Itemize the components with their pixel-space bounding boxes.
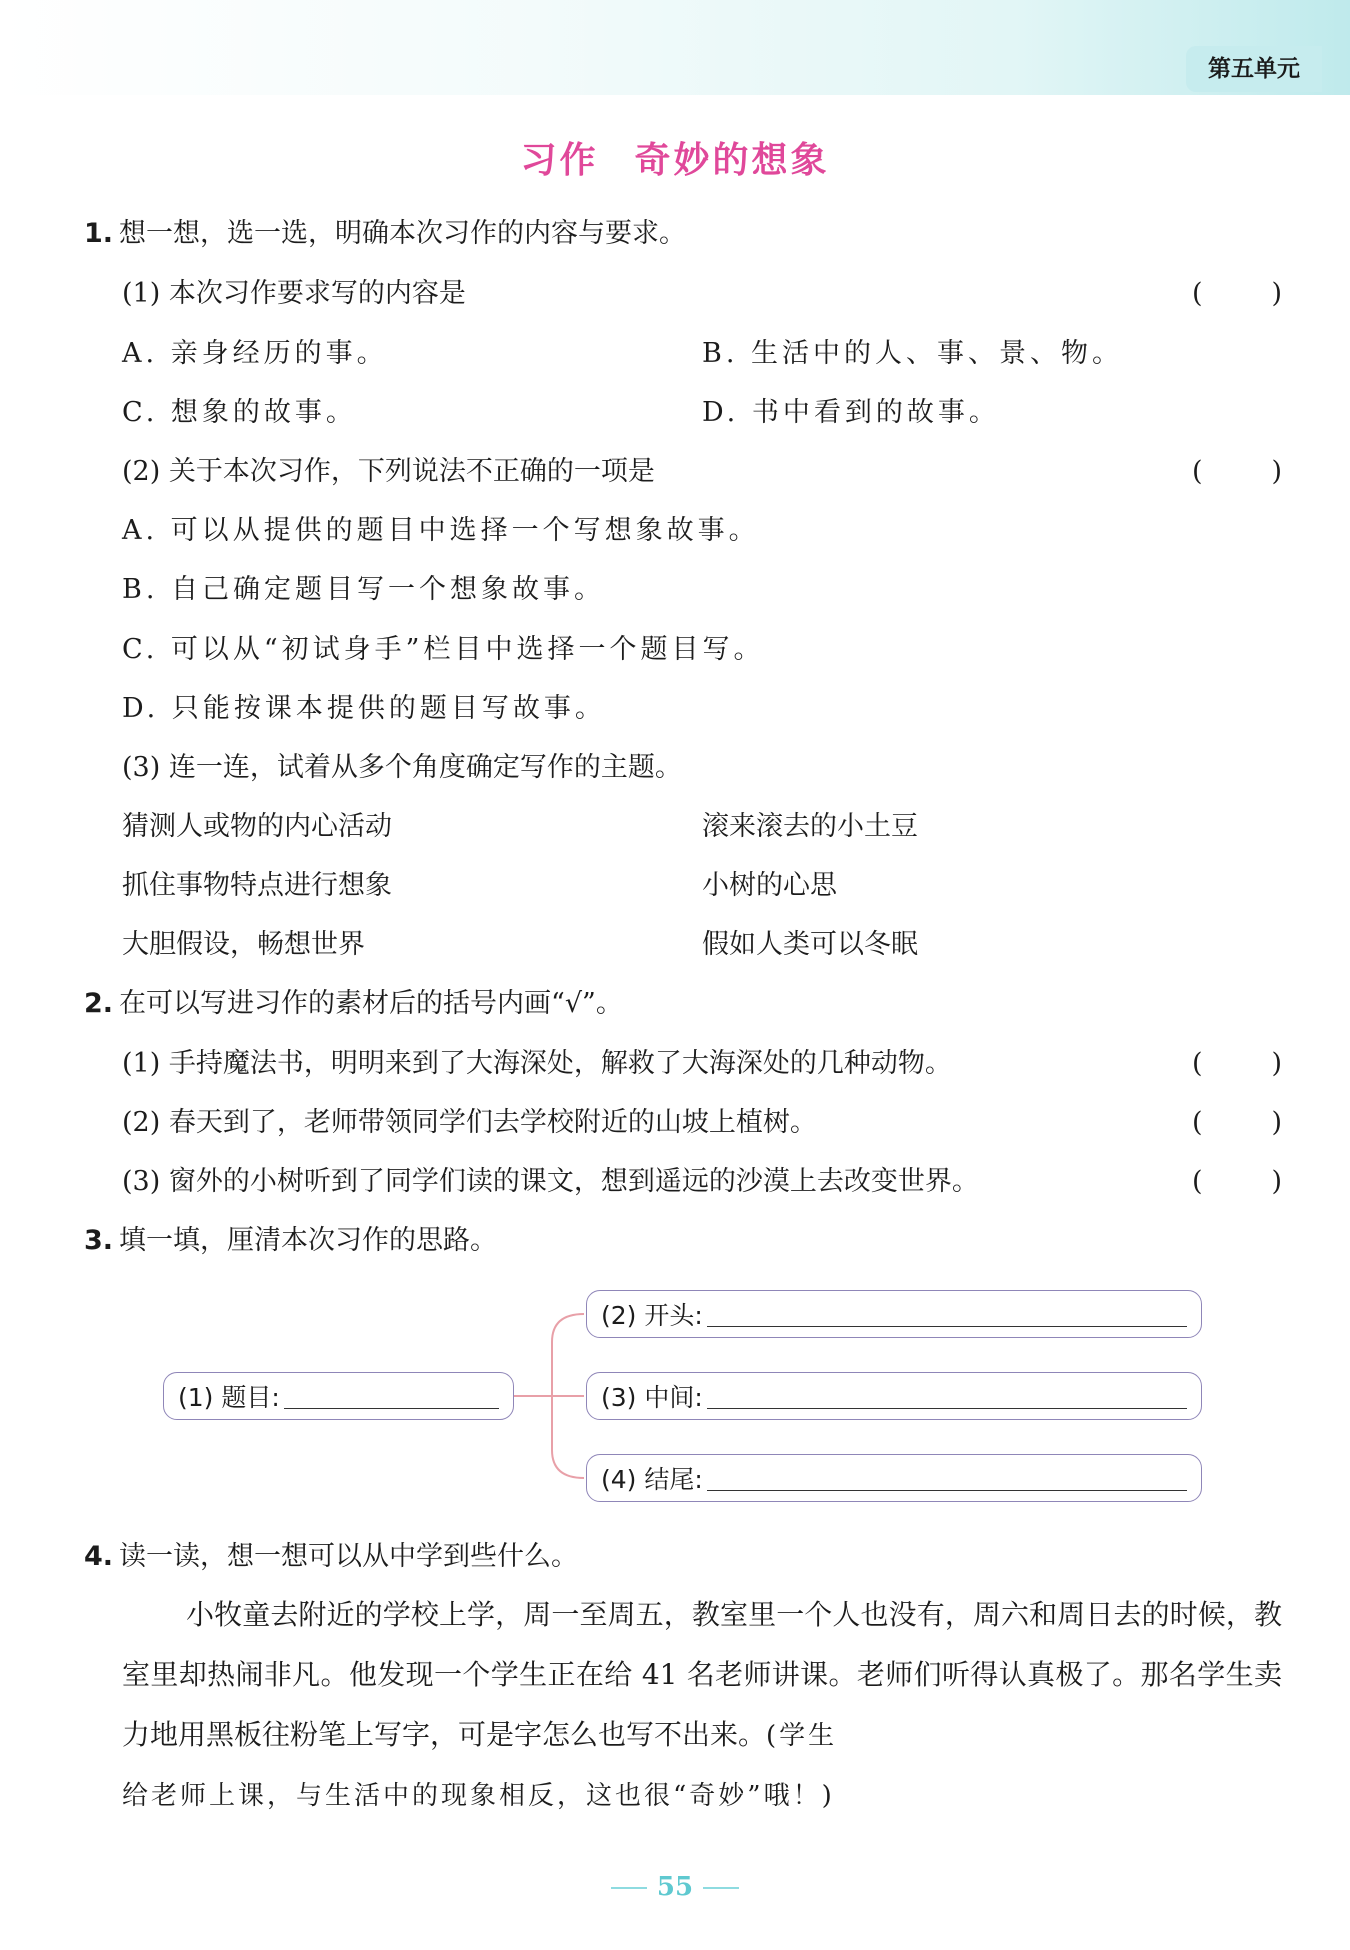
option-a: A. 亲身经历的事。 [122,338,388,369]
middle-input-box[interactable]: (3) 中间: [586,1372,1202,1420]
reading-passage: 小牧童去附近的学校上学，周一至周五，教室里一个人也没有，周六和周日去的时候，教室里却热闹非凡。他发现一个学生正在给 41 名老师讲课。老师们听得认真极了。那名学生卖力地用黑板往粉笔上写字，可是字怎么也写不出来。(学生 给老师上课，与生活中的现象相反，这也很“奇妙”哦！) [122,1585,1282,1826]
match-left-item[interactable]: 大胆假设，畅想世界 [122,929,365,960]
match-right-item[interactable]: 小树的心思 [702,870,837,901]
question-4: 4. 读一读，想一想可以从中学到些什么。 [84,1541,579,1572]
option-d: D. 只能按课本提供的题目写故事。 [122,693,606,724]
topic-input-box[interactable]: (1) 题目: [163,1372,514,1420]
unit-tab: 第五单元 [1186,46,1322,92]
question-2: 2. 在可以写进习作的素材后的括号内画“√”。 [84,988,623,1019]
option-d: D. 书中看到的故事。 [702,397,1000,428]
option-b: B. 自己确定题目写一个想象故事。 [122,574,606,605]
match-left-item[interactable]: 抓住事物特点进行想象 [122,870,392,901]
question-3: 3. 填一填，厘清本次习作的思路。 [84,1225,498,1256]
page-number: 55 [0,1872,1350,1902]
option-c: C. 可以从“初试身手”栏目中选择一个题目写。 [122,634,765,665]
q1-sub3-stem: (3) 连一连，试着从多个角度确定写作的主题。 [122,752,682,783]
answer-paren[interactable]: ( ) [1192,1166,1282,1197]
title-part2: 奇妙的想象 [634,140,830,181]
match-right-item[interactable]: 假如人类可以冬眠 [702,929,918,960]
q2-item: (3) 窗外的小树听到了同学们读的课文，想到遥远的沙漠上去改变世界。 [122,1166,979,1197]
q2-item: (2) 春天到了，老师带领同学们去学校附近的山坡上植树。 [122,1107,817,1138]
option-c: C. 想象的故事。 [122,397,357,428]
title-part1: 习作 [520,140,599,181]
answer-paren[interactable]: ( ) [1192,1107,1282,1138]
q1-sub2-stem: (2) 关于本次习作，下列说法不正确的一项是 [122,456,655,487]
question-1: 1. 想一想，选一选，明确本次习作的内容与要求。 [84,218,687,249]
answer-paren[interactable]: ( ) [1192,278,1282,309]
option-a: A. 可以从提供的题目中选择一个写想象故事。 [122,515,760,546]
ending-input-box[interactable]: (4) 结尾: [586,1454,1202,1502]
q1-sub1-stem: (1) 本次习作要求写的内容是 [122,278,466,309]
passage-note: 给老师上课，与生活中的现象相反，这也很“奇妙”哦！) [122,1781,835,1811]
answer-paren[interactable]: ( ) [1192,1048,1282,1079]
match-left-item[interactable]: 猜测人或物的内心活动 [122,811,392,842]
opening-input-box[interactable]: (2) 开头: [586,1290,1202,1338]
answer-paren[interactable]: ( ) [1192,456,1282,487]
match-right-item[interactable]: 滚来滚去的小土豆 [702,811,918,842]
q2-item: (1) 手持魔法书，明明来到了大海深处，解救了大海深处的几种动物。 [122,1048,952,1079]
option-b: B. 生活中的人、事、景、物。 [702,338,1124,369]
